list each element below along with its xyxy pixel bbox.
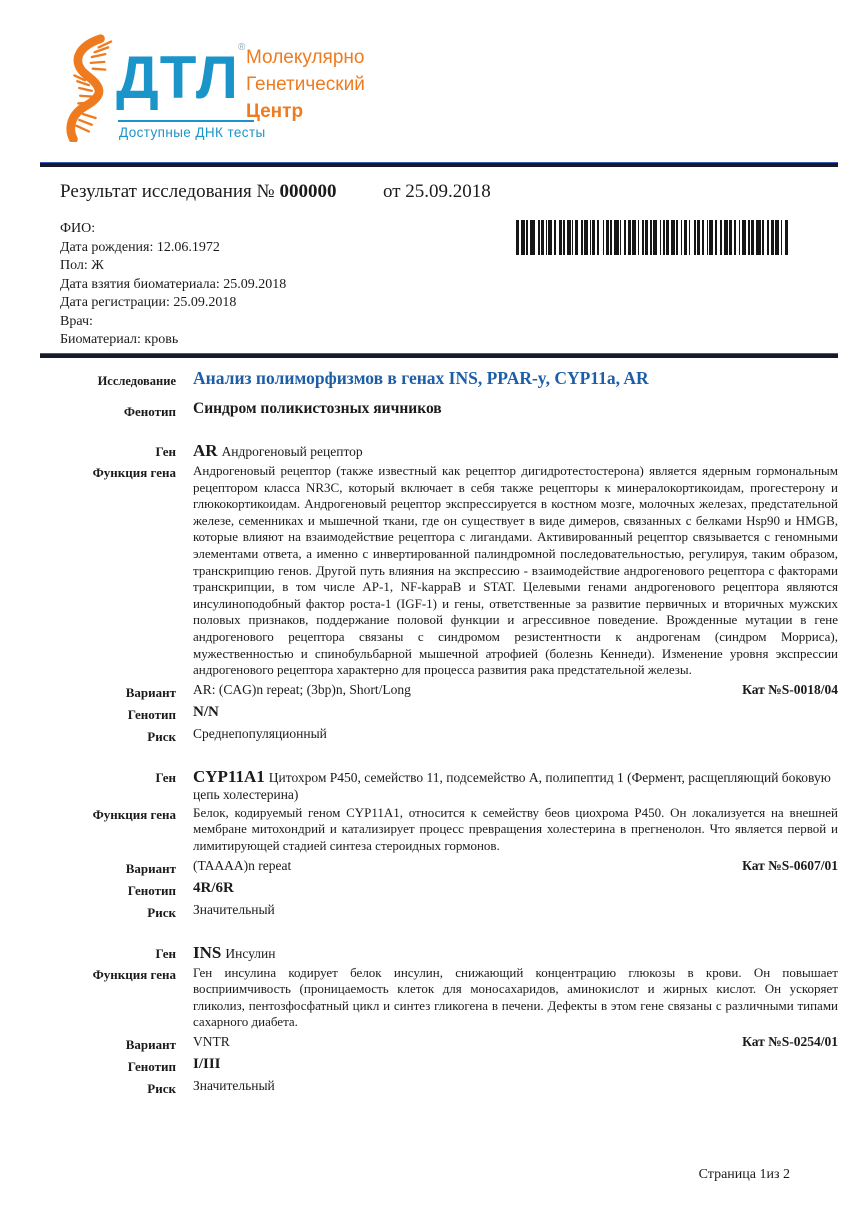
variant-label: Вариант bbox=[125, 860, 176, 876]
catalog-number: Кат №S-0254/01 bbox=[742, 1033, 838, 1049]
gene-name: Инсулин bbox=[225, 945, 276, 961]
variant-label: Вариант bbox=[125, 684, 176, 700]
patient-field-sample-date: Дата взятия биоматериала: 25.09.2018 bbox=[60, 276, 287, 292]
gene-function-label: Функция гена bbox=[92, 966, 176, 982]
phenotype-value: Синдром поликистозных яичников bbox=[193, 400, 442, 417]
genotype-value: N/N bbox=[193, 703, 219, 720]
result-number: 000000 bbox=[279, 181, 337, 202]
result-date: от 25.09.2018 bbox=[383, 181, 491, 202]
gene-name: Андрогеновый рецептор bbox=[221, 444, 363, 459]
variant-value: VNTR bbox=[193, 1033, 230, 1049]
phenotype-label: Фенотип bbox=[123, 404, 176, 419]
risk-value: Значительный bbox=[193, 901, 275, 917]
gene-label: Ген bbox=[155, 769, 176, 785]
study-label: Исследование bbox=[97, 374, 176, 388]
study-title: Анализ полиморфизмов в генах INS, PPAR-y, CYP11a, AR bbox=[193, 368, 649, 388]
patient-field-registration-date: Дата регистрации: 25.09.2018 bbox=[60, 295, 237, 310]
variant-row bbox=[193, 682, 838, 701]
gene-function-text: Белок, кодируемый геном CYP11A1, относится к семейству беов циохрома P450. Он локализуется на внешней мембране митохондрий и катализирует процесс превращения холестерина в прегненолон. Что является первой и лимитирующей стадией синтеза стероидных гормонов. bbox=[193, 804, 838, 853]
logo-underline bbox=[118, 120, 254, 122]
gene-section-cyp11a1 bbox=[40, 767, 838, 921]
gene-title bbox=[193, 767, 838, 803]
report-body bbox=[40, 368, 838, 1119]
variant-value: (TAAAA)n repeat bbox=[193, 857, 292, 873]
gene-label: Ген bbox=[155, 444, 176, 459]
gene-section-ar bbox=[40, 441, 838, 745]
barcode bbox=[516, 220, 795, 255]
patient-info bbox=[60, 220, 286, 350]
divider-top bbox=[40, 162, 838, 167]
genotype-label: Генотип bbox=[127, 1058, 176, 1074]
gene-title bbox=[193, 441, 838, 461]
patient-field-biomaterial: Биоматериал: кровь bbox=[60, 332, 179, 347]
logo-center-line: Центр bbox=[246, 101, 304, 122]
patient-field-doctor: Врач: bbox=[60, 313, 93, 329]
gene-section-ins bbox=[40, 943, 838, 1097]
divider-report bbox=[40, 353, 838, 358]
dna-helix-icon bbox=[56, 34, 114, 142]
variant-row bbox=[193, 858, 838, 877]
risk-label: Риск bbox=[147, 728, 176, 744]
logo-center-name bbox=[246, 44, 365, 125]
page-number: Страница 1из 2 bbox=[698, 1167, 790, 1182]
gene-title bbox=[193, 943, 838, 963]
risk-label: Риск bbox=[147, 904, 176, 920]
gene-function-text: Ген инсулина кодирует белок инсулин, снижающий концентрацию глюкозы в крови. Он повышает восприимчивость (проницаемость клеток для моносахаридов, аминокислот и жирных кислот. Он ускоряет гликолиз, пентозфосфатный цикл и синтез гликогена в печени. Дефекты в этом гене связаны с различными типами сахарного диабета. bbox=[193, 964, 838, 1030]
logo-center-line: Генетический bbox=[246, 74, 365, 95]
patient-field-fio: ФИО: bbox=[60, 221, 96, 236]
catalog-number: Кат №S-0607/01 bbox=[742, 857, 838, 873]
risk-value: Среднепопуляционный bbox=[193, 725, 327, 741]
logo-brand-text: ДТЛ bbox=[116, 44, 239, 111]
gene-name: Цитохром P450, семейство 11, подсемейство A, полипептид 1 (Фермент, расщепляющий боковую цепь холестерина) bbox=[193, 769, 831, 802]
logo-tagline: Доступные ДНК тесты bbox=[119, 125, 266, 140]
catalog-number: Кат №S-0018/04 bbox=[742, 681, 838, 697]
variant-value: AR: (CAG)n repeat; (3bp)n, Short/Long bbox=[193, 681, 411, 697]
gene-function-label: Функция гена bbox=[92, 465, 176, 480]
risk-label: Риск bbox=[147, 1080, 176, 1096]
variant-row bbox=[193, 1034, 838, 1053]
result-title: Результат исследования № bbox=[60, 181, 275, 202]
gene-symbol: INS bbox=[193, 942, 222, 962]
company-logo bbox=[56, 34, 386, 146]
logo-center-line: Молекулярно bbox=[246, 47, 365, 68]
genotype-value: I/III bbox=[193, 1055, 221, 1072]
gene-symbol: AR bbox=[193, 441, 218, 460]
gene-function-label: Функция гена bbox=[92, 806, 176, 822]
result-header bbox=[60, 181, 491, 203]
gene-label: Ген bbox=[155, 945, 176, 961]
genotype-value: 4R/6R bbox=[193, 879, 234, 896]
gene-symbol: CYP11A1 bbox=[193, 766, 265, 786]
gene-function-text: Андрогеновый рецептор (также известный как рецептор дигидротестостерона) является ядерным гормональным рецептором класса NR3C, который включает в себя также рецепторы к минералокортикоидам, прогестерону и глюкокортикоидам. Андрогеновый рецептор экспрессируется в костном мозге, молочных железах, предстательной железе, семенниках и мышечной ткани, где он существует в виде димеров, связанных с белками Hsp90 и HMGB, которые влияют на взаимодействие рецептора с лигандами. Активированный рецептор связывается с геномными элементами ответа, а именно с инвертированной палиндромной последовательностью, регулируя, таким образом, транскрипцию генов. Другой путь влияния на экспрессию - взаимодействие андрогенового рецептора с факторами транскрипции, в том числе AP-1, NF-kappaB и STAT. Целевыми генами андрогенового рецептора являются инсулиноподобный фактор роста-1 (IGF-1) и гены, ответственные за развитие первичных и вторичных мужских половых признаков, поддержание половой функции и агрессивное поведение. Врожденные мутации в гене андрогенового рецептора связаны с синдромом резистентности к андрогенам (синдром Морриса), мужественностью и спинобульбарной мышечной атрофией (болезнь Кеннеди). Изменение уровня экспрессии андрогенового рецептора характерно для процесса развития рака предстательной железы. bbox=[193, 463, 838, 678]
patient-field-sex: Пол: Ж bbox=[60, 258, 104, 273]
registered-trademark-icon: ® bbox=[238, 42, 246, 53]
variant-label: Вариант bbox=[125, 1036, 176, 1052]
genotype-label: Генотип bbox=[127, 882, 176, 898]
genotype-label: Генотип bbox=[127, 706, 176, 722]
risk-value: Значительный bbox=[193, 1077, 275, 1093]
patient-field-birthdate: Дата рождения: 12.06.1972 bbox=[60, 239, 220, 255]
